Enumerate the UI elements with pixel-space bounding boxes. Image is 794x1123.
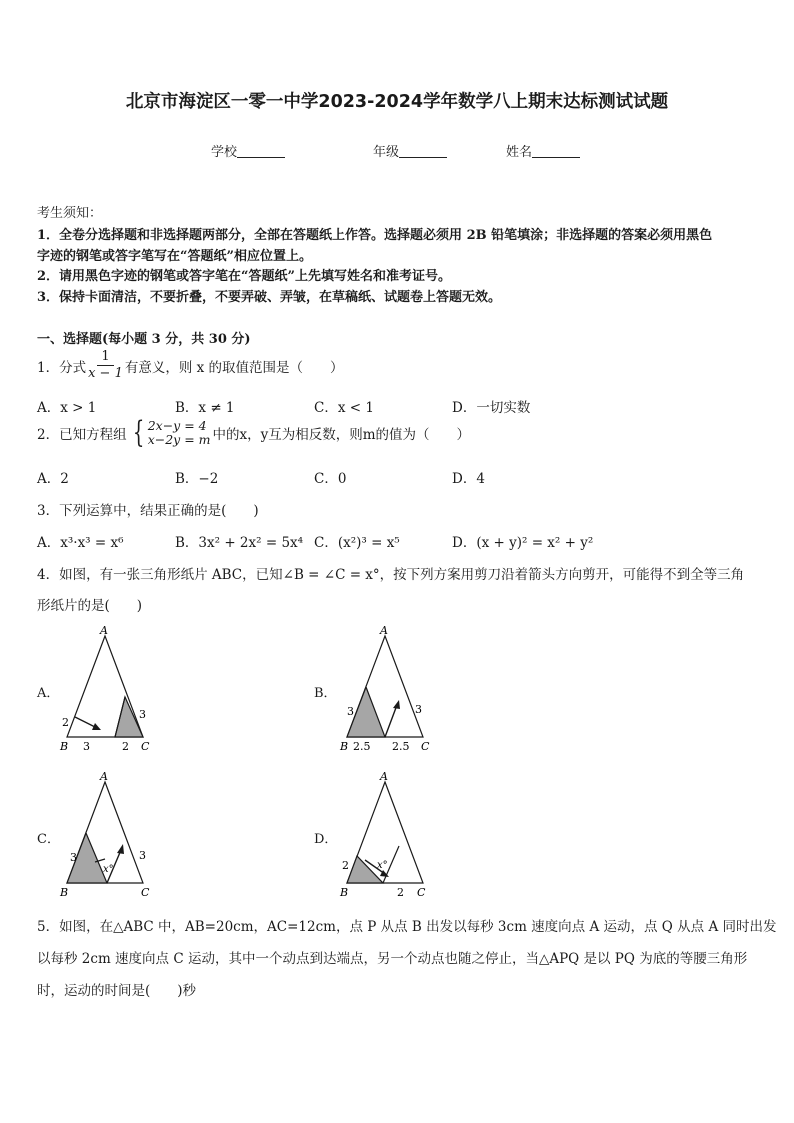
question-1 <box>37 349 344 382</box>
q2-prefix: 2．已知方程组 <box>37 427 127 443</box>
q4-line-1: 4．如图，有一张三角形纸片 ABC，已知∠B = ∠C = x°，按下列方案用剪刀沿着箭头方向剪开，可能得不到全等三角 <box>37 567 745 583</box>
q2-option-a: A．2 <box>37 471 69 487</box>
side-label-bottom-left: 3 <box>83 740 90 753</box>
grade-field <box>373 141 447 160</box>
notice-line-4: 3．保持卡面清洁，不要折叠，不要弄破、弄皱，在草稿纸、试题卷上答题无效。 <box>37 290 502 305</box>
side-label-bottom-left: 2.5 <box>353 740 371 753</box>
q1-option-b: B．x ≠ 1 <box>175 400 235 416</box>
q4-line-2: 形纸片的是( ) <box>37 598 143 614</box>
side-label-right: 3 <box>139 708 146 721</box>
school-field <box>211 141 285 160</box>
q1-fraction <box>88 349 123 382</box>
grade-blank <box>399 144 447 158</box>
notice-line-1: 1．全卷分选择题和非选择题两部分，全部在答题纸上作答。选择题必须用 2B 铅笔填涂；非选择题的答案必须用黑色 <box>37 228 713 243</box>
q4-figure-c <box>55 768 165 903</box>
q1-option-c: C．x < 1 <box>314 400 374 416</box>
vertex-c: C <box>141 740 150 753</box>
school-label: 学校 <box>211 145 238 160</box>
cut-arrow-1 <box>385 705 397 737</box>
arrow-head <box>393 700 400 709</box>
q3-option-b: B．3x² + 2x² = 5x⁴ <box>175 535 304 551</box>
q1-frac-den: x − 1 <box>88 366 123 381</box>
vertex-c: C <box>417 886 426 899</box>
side-label-bottom-right: 2 <box>122 740 129 753</box>
name-field <box>506 141 580 160</box>
vertex-b: B <box>60 740 69 753</box>
q2-brace: { <box>132 415 144 450</box>
q4-fig-a-label: A． <box>37 686 60 701</box>
side-label-right: 3 <box>139 849 146 862</box>
page-title: 北京市海淀区一零一中学2023-2024学年数学八上期末达标测试试题 <box>125 92 669 112</box>
side-label-left: 3 <box>347 705 354 718</box>
vertex-a: A <box>380 624 388 637</box>
q2-option-b: B．−2 <box>175 471 219 487</box>
q3-option-d: D．(x + y)² = x² + y² <box>452 535 594 551</box>
side-label-left: 2 <box>62 716 69 729</box>
name-blank <box>532 144 580 158</box>
question-2 <box>37 415 471 450</box>
arrow-head <box>117 844 124 854</box>
side-label-right: 3 <box>415 703 422 716</box>
q2-option-d: D．4 <box>452 471 485 487</box>
vertex-b: B <box>60 886 69 899</box>
notice-line-3: 2．请用黑色字迹的钢笔或答字笔在“答题纸”上先填写姓名和准考证号。 <box>37 269 452 284</box>
q5-line-3: 时，运动的时间是( )秒 <box>37 983 197 999</box>
q4-fig-d-label: D． <box>314 832 338 847</box>
vertex-a: A <box>100 770 108 783</box>
q2-equation-system <box>129 415 211 450</box>
angle-label: x° <box>377 860 388 871</box>
name-label: 姓名 <box>506 145 533 160</box>
side-label-left: 3 <box>70 851 77 864</box>
notice-heading: 考生须知： <box>37 206 103 221</box>
vertex-b: B <box>340 740 349 753</box>
notice-line-2: 字迹的钢笔或答字笔写在“答题纸”相应位置上。 <box>37 249 312 264</box>
side-label-bottom-right: 2.5 <box>392 740 410 753</box>
side-label-bottom-right: 2 <box>397 886 404 899</box>
q1-option-a: A．x > 1 <box>37 400 97 416</box>
side-label-left: 2 <box>342 859 349 872</box>
q4-figure-a <box>55 622 165 757</box>
grade-label: 年级 <box>373 145 400 160</box>
section-heading: 一、选择题(每小题 3 分，共 30 分) <box>37 332 251 347</box>
vertex-c: C <box>141 886 150 899</box>
q4-figure-d <box>335 768 445 903</box>
q2-option-c: C．0 <box>314 471 347 487</box>
q2-suffix: 中的x，y互为相反数，则m的值为（ ） <box>212 427 471 443</box>
q1-prefix: 1．分式 <box>37 359 87 376</box>
vertex-a: A <box>380 770 388 783</box>
q1-frac-num: 1 <box>97 349 113 366</box>
q5-line-1: 5．如图，在△ABC 中，AB=20cm，AC=12cm，点 P 从点 B 出发以每秒 3cm 速度向点 A 运动，点 Q 从点 A 同时出发 <box>37 919 777 935</box>
q4-fig-c-label: C． <box>37 832 60 847</box>
question-3: 3．下列运算中，结果正确的是( ) <box>37 503 259 519</box>
vertex-a: A <box>100 624 108 637</box>
angle-label: x° <box>103 864 114 875</box>
q1-option-d: D．一切实数 <box>452 400 531 416</box>
vertex-c: C <box>421 740 430 753</box>
q2-equation-1: 2x−y = 4 <box>147 418 207 433</box>
q3-option-a: A．x³·x³ = x⁶ <box>37 535 124 551</box>
q3-option-c: C．(x²)³ = x⁵ <box>314 535 400 551</box>
q5-line-2: 以每秒 2cm 速度向点 C 运动，其中一个动点到达端点，另一个动点也随之停止，当△APQ 是以 PQ 为底的等腰三角形 <box>37 951 748 967</box>
q4-fig-b-label: B． <box>314 686 337 701</box>
q1-suffix: 有意义，则 x 的取值范围是（ ） <box>124 359 344 376</box>
school-blank <box>237 144 285 158</box>
q4-figure-b <box>335 622 445 757</box>
vertex-b: B <box>340 886 349 899</box>
q2-equation-2: x−2y = m <box>147 432 211 447</box>
